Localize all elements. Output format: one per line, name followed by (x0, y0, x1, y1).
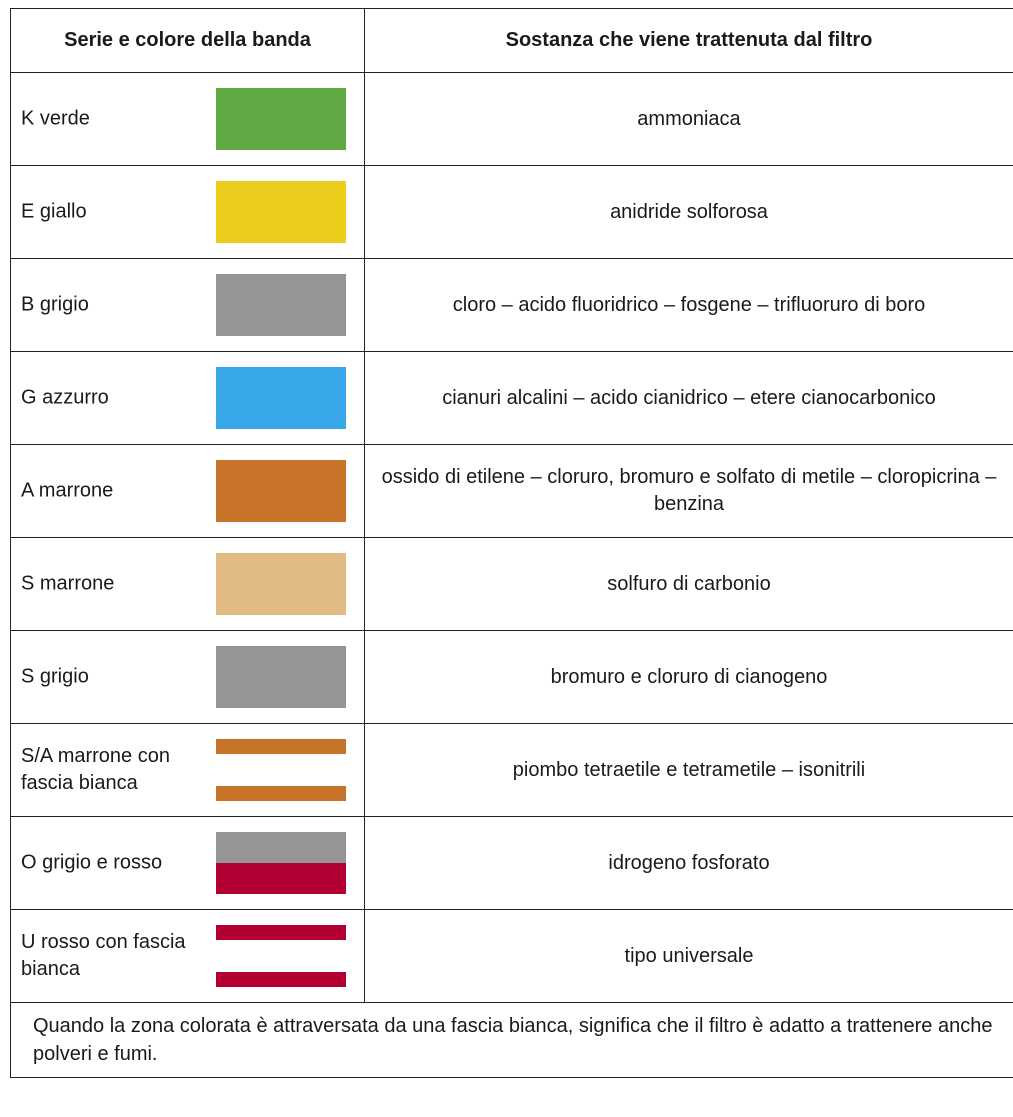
series-label: S grigio (21, 665, 89, 688)
series-color-cell (11, 817, 365, 910)
table-row (11, 445, 1013, 538)
series-label: K verde (21, 107, 90, 130)
note-text: Quando la zona colorata è attraversata da una fascia bianca, significa che il filtro è adatto a trattenere anche polveri e fumi. (11, 1003, 1013, 1078)
band-color-swatch (216, 739, 346, 801)
series-label: E giallo (21, 200, 87, 223)
band-color-swatch (216, 553, 346, 615)
band-stripe-top (216, 925, 346, 940)
series-label: S/A marrone con fascia bianca (21, 745, 170, 794)
band-half-top (216, 832, 346, 863)
series-label: O grigio e rosso (21, 851, 163, 874)
band-stripe-top (216, 739, 346, 754)
table-row (11, 631, 1013, 724)
series-label: U rosso con fascia bianca (21, 931, 186, 980)
series-color-cell (11, 166, 365, 259)
band-stripe-bottom (216, 972, 346, 987)
substance-cell: anidride solforosa (365, 166, 1013, 259)
band-half-bottom (216, 863, 346, 894)
series-label: S marrone (21, 572, 115, 595)
series-label: G azzurro (21, 386, 109, 409)
band-color-swatch (216, 646, 346, 708)
band-color-swatch (216, 832, 346, 894)
series-color-cell (11, 631, 365, 724)
table-row (11, 538, 1013, 631)
note-row (11, 1003, 1013, 1078)
band-color-swatch (216, 88, 346, 150)
header-substance: Sostanza che viene trattenuta dal filtro (365, 9, 1013, 73)
series-color-cell (11, 910, 365, 1003)
table-row (11, 352, 1013, 445)
table-row (11, 259, 1013, 352)
substance-cell: piombo tetraetile e tetrametile – isonitrili (365, 724, 1013, 817)
band-stripe-bottom (216, 786, 346, 801)
band-color-swatch (216, 460, 346, 522)
table-row (11, 817, 1013, 910)
series-label: A marrone (21, 479, 114, 502)
table-body (11, 73, 1013, 1003)
table-row (11, 910, 1013, 1003)
table-row (11, 166, 1013, 259)
series-label: B grigio (21, 293, 89, 316)
table-row (11, 724, 1013, 817)
band-color-swatch (216, 274, 346, 336)
header-row (11, 9, 1013, 73)
series-color-cell (11, 724, 365, 817)
substance-cell: ammoniaca (365, 73, 1013, 166)
series-color-cell (11, 538, 365, 631)
substance-cell: idrogeno fosforato (365, 817, 1013, 910)
band-color-swatch (216, 367, 346, 429)
band-color-swatch (216, 181, 346, 243)
substance-cell: bromuro e cloruro di cianogeno (365, 631, 1013, 724)
substance-cell: solfuro di carbonio (365, 538, 1013, 631)
header-series-color: Serie e colore della banda (11, 9, 365, 73)
substance-cell: ossido di etilene – cloruro, bromuro e solfato di metile – cloropicrina – benzina (365, 445, 1013, 538)
substance-cell: cloro – acido fluoridrico – fosgene – trifluoruro di boro (365, 259, 1013, 352)
series-color-cell (11, 73, 365, 166)
band-color-swatch (216, 925, 346, 987)
substance-cell: cianuri alcalini – acido cianidrico – etere cianocarbonico (365, 352, 1013, 445)
filter-color-table (10, 8, 1013, 1078)
series-color-cell (11, 259, 365, 352)
series-color-cell (11, 352, 365, 445)
series-color-cell (11, 445, 365, 538)
substance-cell: tipo universale (365, 910, 1013, 1003)
table-row (11, 73, 1013, 166)
